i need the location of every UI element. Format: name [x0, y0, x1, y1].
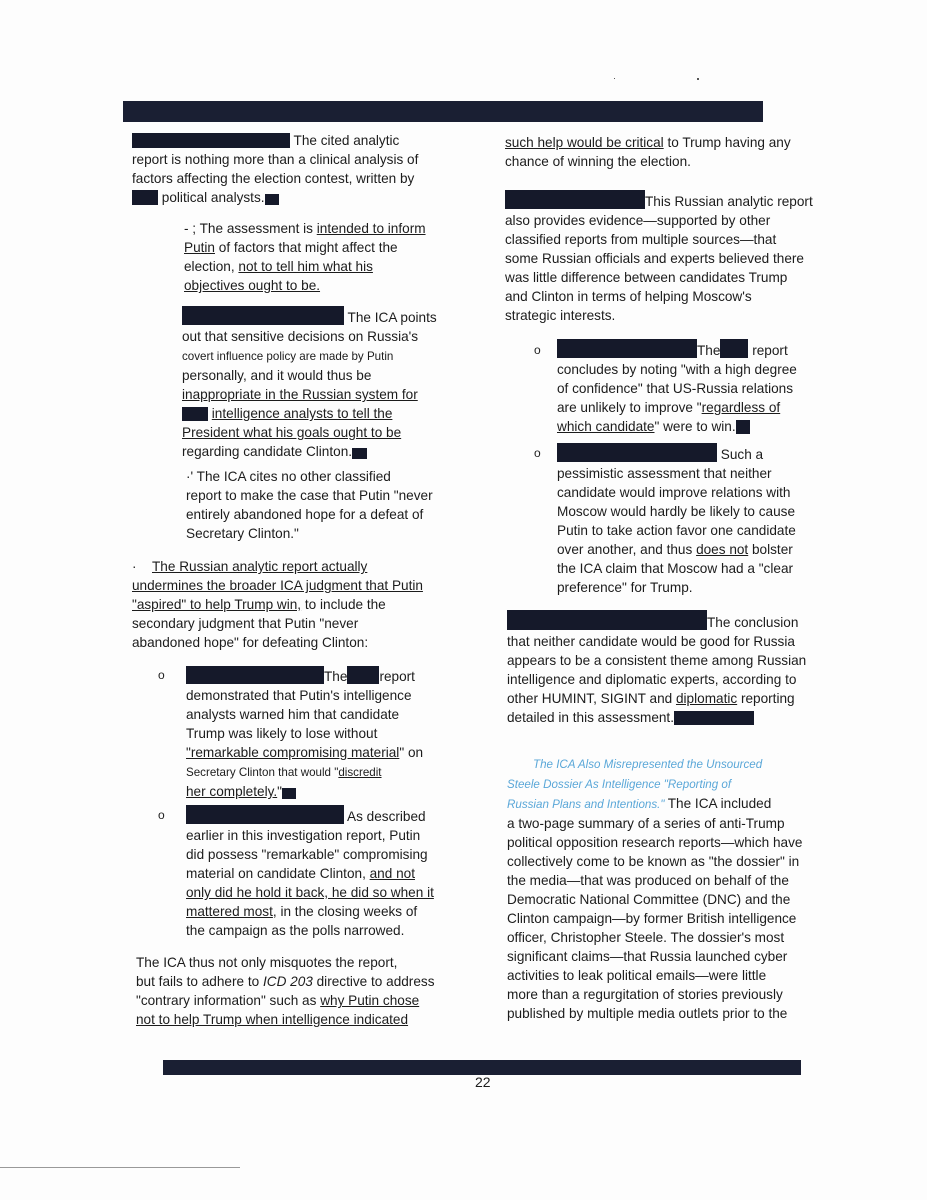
redaction [182, 306, 344, 325]
left-para-4: ·' The ICA cites no other classified report to make the case that Putin "never entirely abandoned hope for a defeat of Secretary Clinton." [186, 469, 433, 541]
redaction [736, 420, 750, 434]
redaction [557, 443, 717, 462]
left-para-5: · The Russian analytic report actually undermines the broader ICA judgment that Putin "aspired" to help Trump win, to include the secondary judgment that Putin "never abandoned hope" for defeating Clinton: [132, 559, 423, 650]
redaction [720, 339, 748, 358]
redaction [132, 133, 290, 148]
right-para-1: such help would be critical to Trump having any chance of winning the election. [505, 135, 791, 169]
scan-edge-line [0, 1167, 240, 1168]
redaction [186, 805, 344, 824]
redaction [132, 190, 158, 205]
redaction [186, 666, 324, 684]
bullet-icon: o [158, 668, 165, 682]
redaction [505, 190, 645, 209]
redaction [182, 407, 208, 421]
redaction [265, 194, 279, 205]
redaction [507, 610, 707, 630]
top-classification-redaction [123, 101, 763, 122]
right-para-4: The ICA Also Misrepresented the Unsourced Steele Dossier As Intelligence "Reporting of Russian Plans and Intentions." The ICA included a two-page summary of a series of anti-Trump political opposition research reports—which have collectively come to be known as "the dossier" in the media—that was produced on behalf of the Democratic National Committee (DNC) and the Clinton campaign—by former British intelligence officer, Christopher Steele. The dossier's most significant claims—that Russia launched cyber activities to leak political emails—were little more than a regurgitation of stories previously published by multiple media outlets prior to the [507, 758, 803, 1021]
left-para-3: The ICA points out that sensitive decisions on Russia's covert influence policy are made by Putin personally, and it would thus be inappropriate in the Russian system for intelligence analysts to tell the President what his goals ought to be regarding candidate Clinton. [182, 306, 472, 461]
right-para-3: The conclusion that neither candidate would be good for Russia appears to be a consistent theme among Russian intelligence and diplomatic experts, according to other HUMINT, SIGINT and diplomatic reporting detailed in this assessment. [507, 610, 837, 727]
right-para-2: This Russian analytic report also provides evidence—supported by other classified reports from multiple sources—that some Russian officials and experts believed there was little difference between candidates Trump and Clinton in terms of helping Moscow's strategic interests. [505, 190, 835, 325]
scan-speck [614, 78, 615, 79]
right-bullet-1: The report concludes by noting "with a high degree of confidence" that US-Russia relations are unlikely to improve "regardless of which candidate" were to win. [557, 339, 837, 436]
redaction [347, 666, 379, 684]
bottom-classification-redaction [163, 1060, 801, 1075]
redaction [674, 711, 754, 725]
bullet-icon: o [158, 808, 165, 822]
left-para-1: The cited analytic report is nothing more than a clinical analysis of factors affecting the election contest, written by political analysts. [132, 133, 419, 205]
left-bullet-1: The report demonstrated that Putin's intelligence analysts warned him that candidate Trump was likely to lose without "remarkable compromising material" on Secretary Clinton that would "discredit her completely." [186, 666, 476, 801]
left-para-2: - ; The assessment is intended to inform Putin of factors that might affect the election, not to tell him what his objectives ought to be. [184, 221, 426, 293]
bullet-icon: o [534, 343, 541, 357]
bullet-icon: o [534, 446, 541, 460]
left-para-6: The ICA thus not only misquotes the report, but fails to adhere to ICD 203 directive to address "contrary information" such as why Putin chose not to help Trump when intelligence indicated [136, 955, 435, 1027]
redaction [557, 339, 697, 358]
redaction [282, 788, 296, 799]
redaction [352, 448, 367, 459]
page-number: 22 [475, 1074, 491, 1090]
right-bullet-2: Such a pessimistic assessment that neither candidate would improve relations with Moscow would hardly be likely to cause Putin to take action favor one candidate over another, and thus does not bolster the ICA claim that Moscow had a "clear preference" for Trump. [557, 443, 837, 597]
left-bullet-2: As described earlier in this investigation report, Putin did possess "remarkable" compromising material on candidate Clinton, and not only did he hold it back, he did so when it mattered most, in the closing weeks of the campaign as the polls narrowed. [186, 805, 476, 940]
scan-speck [697, 78, 699, 80]
